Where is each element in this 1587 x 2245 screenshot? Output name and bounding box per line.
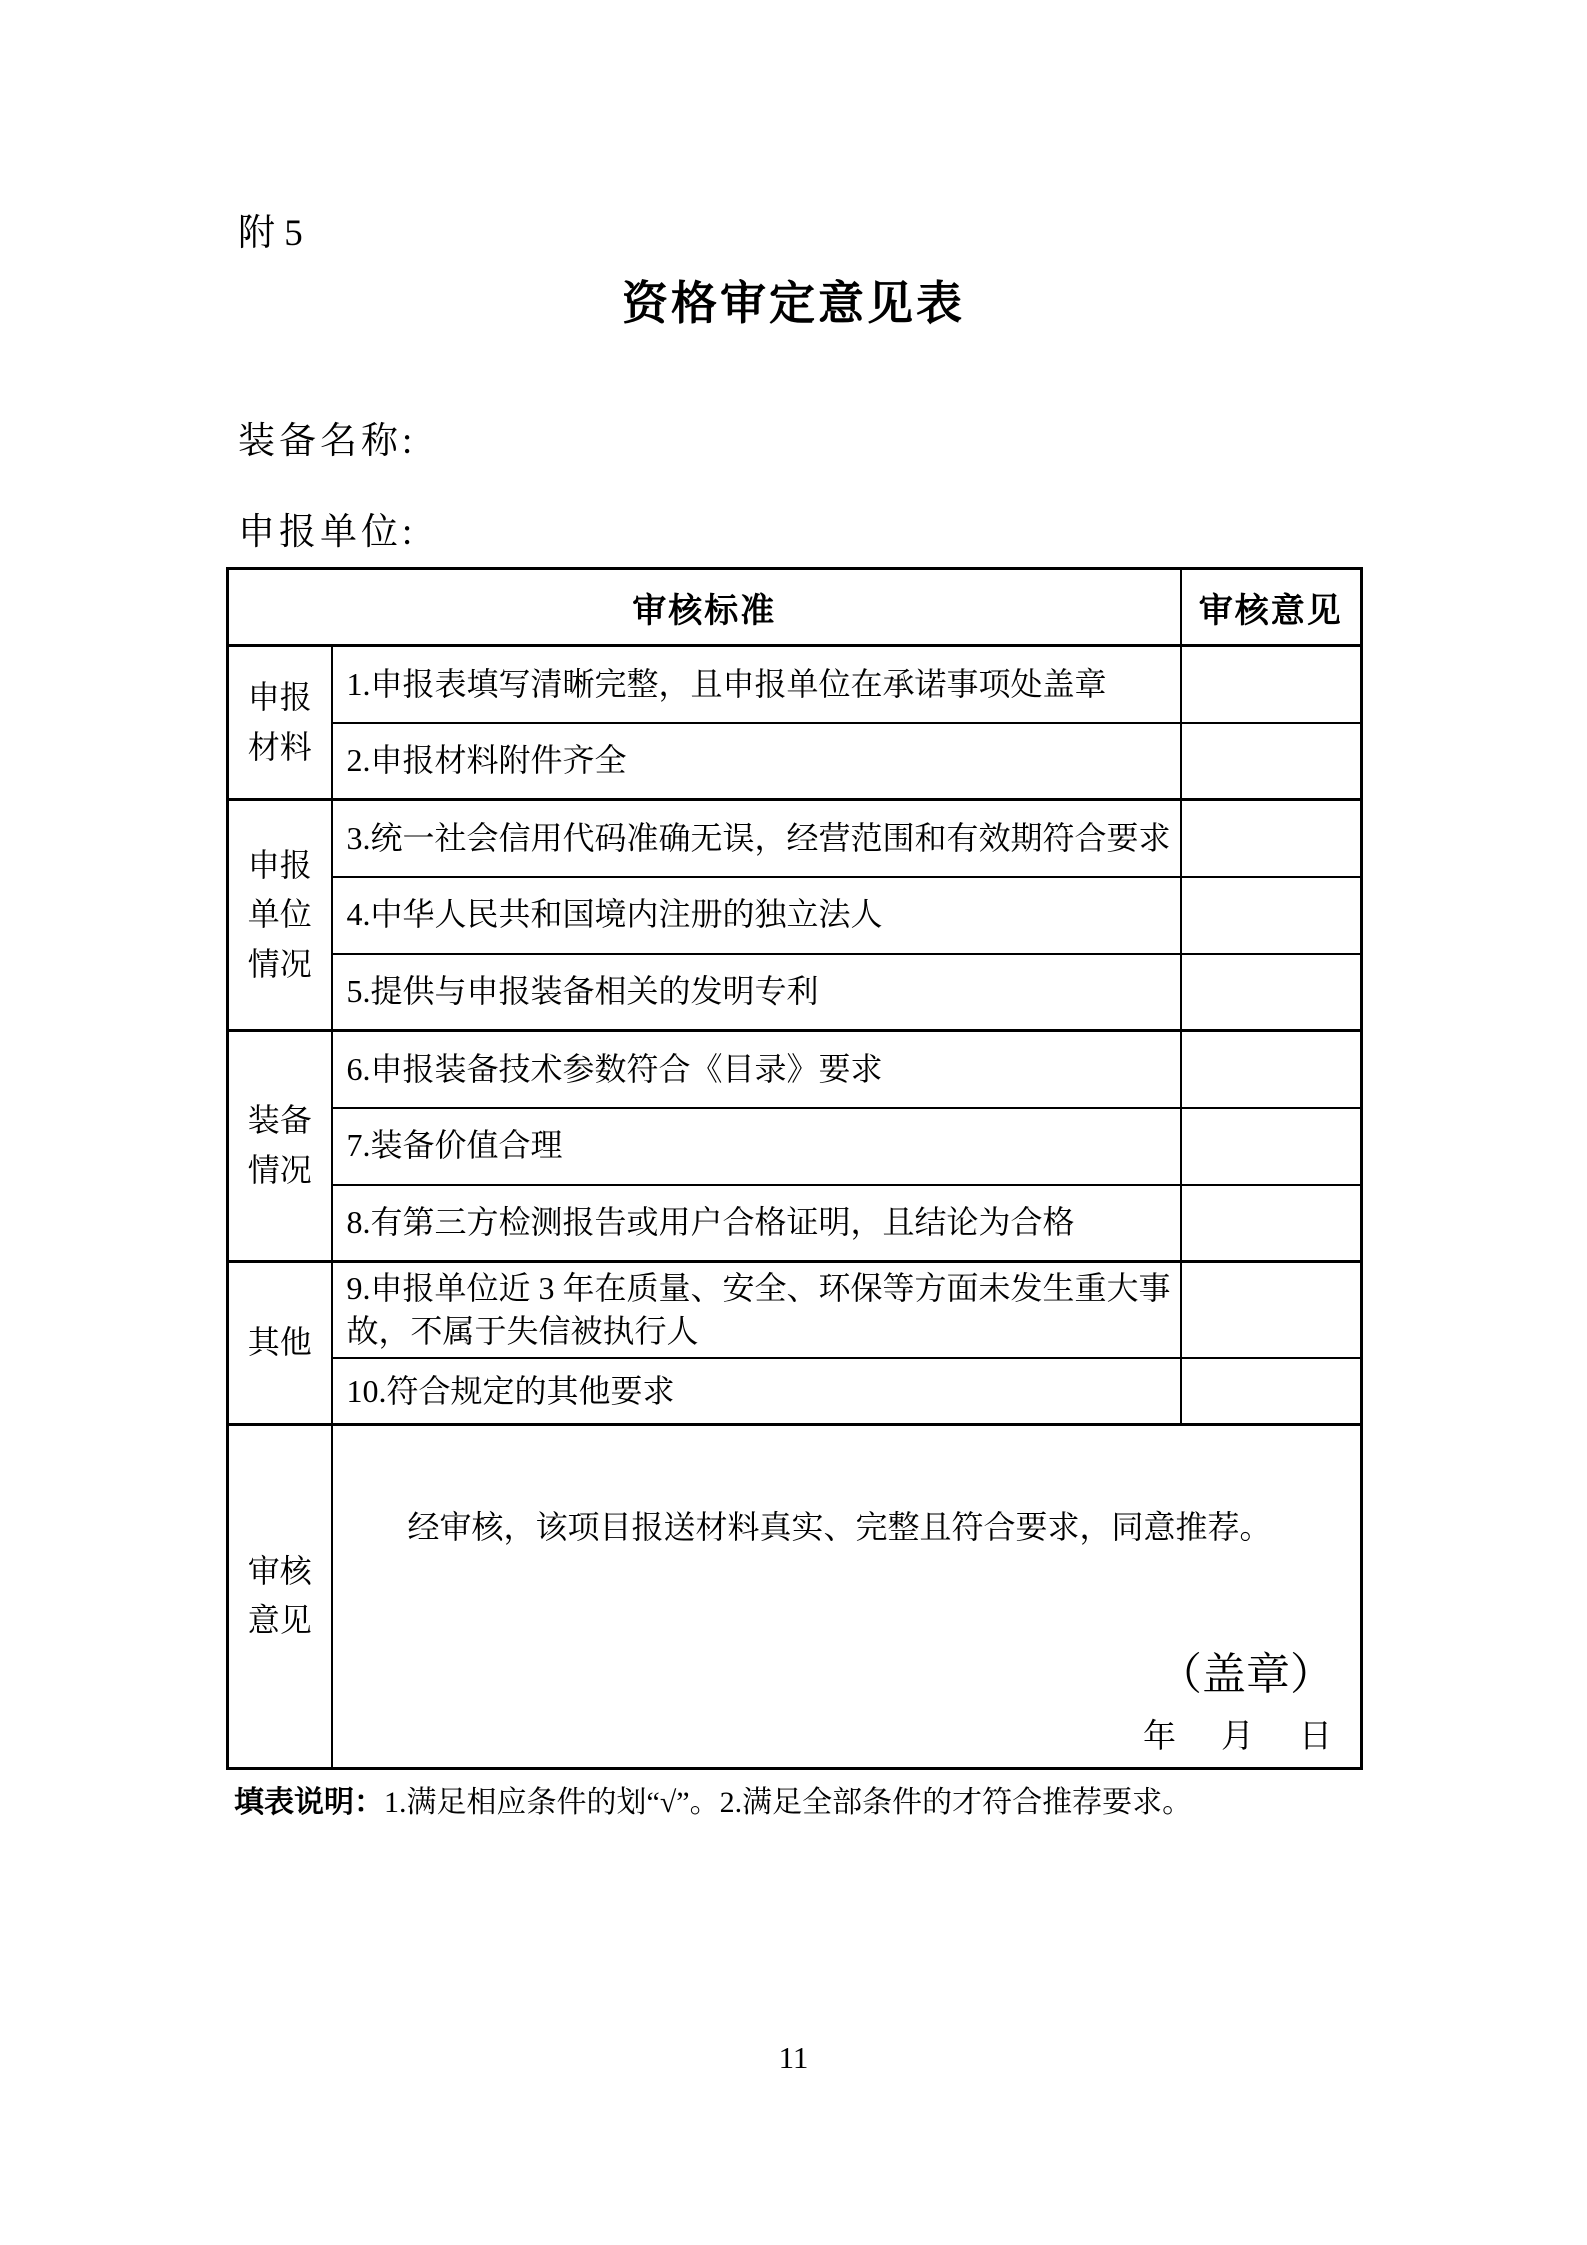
equipment-name-label: 装备名称: [238, 421, 417, 462]
criterion-cell: 10.符合规定的其他要求 [332, 1358, 1181, 1424]
opinion-cell [1181, 1031, 1362, 1108]
table-row [228, 723, 1362, 800]
review-opinion-row [228, 1424, 1362, 1768]
table-row [228, 1185, 1362, 1262]
category-cell-other: 其他 [228, 1262, 332, 1425]
criterion-cell: 1.申报表填写清晰完整，且申报单位在承诺事项处盖章 [332, 646, 1181, 723]
criterion-cell: 4.中华人民共和国境内注册的独立法人 [332, 877, 1181, 954]
opinion-cell [1181, 1185, 1362, 1262]
opinion-cell [1181, 646, 1362, 723]
table-row [228, 1262, 1362, 1359]
table-row [228, 1031, 1362, 1108]
form-note-text: 1.满足相应条件的划“√”。2.满足全部条件的才符合推荐要求。 [384, 1786, 1193, 1819]
opinion-header: 审核意见 [1181, 569, 1362, 646]
opinion-cell [1181, 877, 1362, 954]
opinion-cell [1181, 800, 1362, 877]
table-row [228, 1358, 1362, 1424]
table-row [228, 954, 1362, 1031]
table-row [228, 800, 1362, 877]
date-placeholder: 年 月 日 [1143, 1718, 1338, 1755]
review-opinion-cell [332, 1424, 1362, 1768]
opinion-cell [1181, 1108, 1362, 1185]
review-statement: 经审核，该项目报送材料真实、完整且符合要求，同意推荐。 [407, 1508, 1272, 1545]
attachment-label: 附 5 [238, 213, 303, 254]
seal-placeholder: （盖章） [1158, 1650, 1334, 1700]
table-row [228, 1108, 1362, 1185]
form-note [234, 1782, 1364, 1824]
category-cell-equipment: 装备情况 [228, 1031, 332, 1262]
applicant-unit-label: 申报单位: [238, 512, 417, 553]
criterion-cell: 3.统一社会信用代码准确无误，经营范围和有效期符合要求 [332, 800, 1181, 877]
qualification-review-table [226, 567, 1363, 1770]
opinion-cell [1181, 1358, 1362, 1424]
page-number: 11 [778, 2040, 809, 2075]
criterion-cell: 6.申报装备技术参数符合《目录》要求 [332, 1031, 1181, 1108]
table-row [228, 646, 1362, 723]
criterion-cell: 9.申报单位近 3 年在质量、安全、环保等方面未发生重大事故，不属于失信被执行人 [332, 1262, 1181, 1359]
table-header-row [228, 569, 1362, 646]
page-title: 资格审定意见表 [622, 277, 965, 329]
criterion-cell: 7.装备价值合理 [332, 1108, 1181, 1185]
criterion-cell: 8.有第三方检测报告或用户合格证明，且结论为合格 [332, 1185, 1181, 1262]
criterion-cell: 2.申报材料附件齐全 [332, 723, 1181, 800]
form-note-label: 填表说明： [234, 1786, 384, 1819]
table-row [228, 877, 1362, 954]
opinion-cell [1181, 1262, 1362, 1359]
category-cell-applicant: 申报单位情况 [228, 800, 332, 1031]
criteria-header: 审核标准 [228, 569, 1181, 646]
category-cell-review-opinion: 审核意见 [228, 1424, 332, 1768]
opinion-cell [1181, 723, 1362, 800]
opinion-cell [1181, 954, 1362, 1031]
criterion-cell: 5.提供与申报装备相关的发明专利 [332, 954, 1181, 1031]
category-cell-materials: 申报材料 [228, 646, 332, 800]
